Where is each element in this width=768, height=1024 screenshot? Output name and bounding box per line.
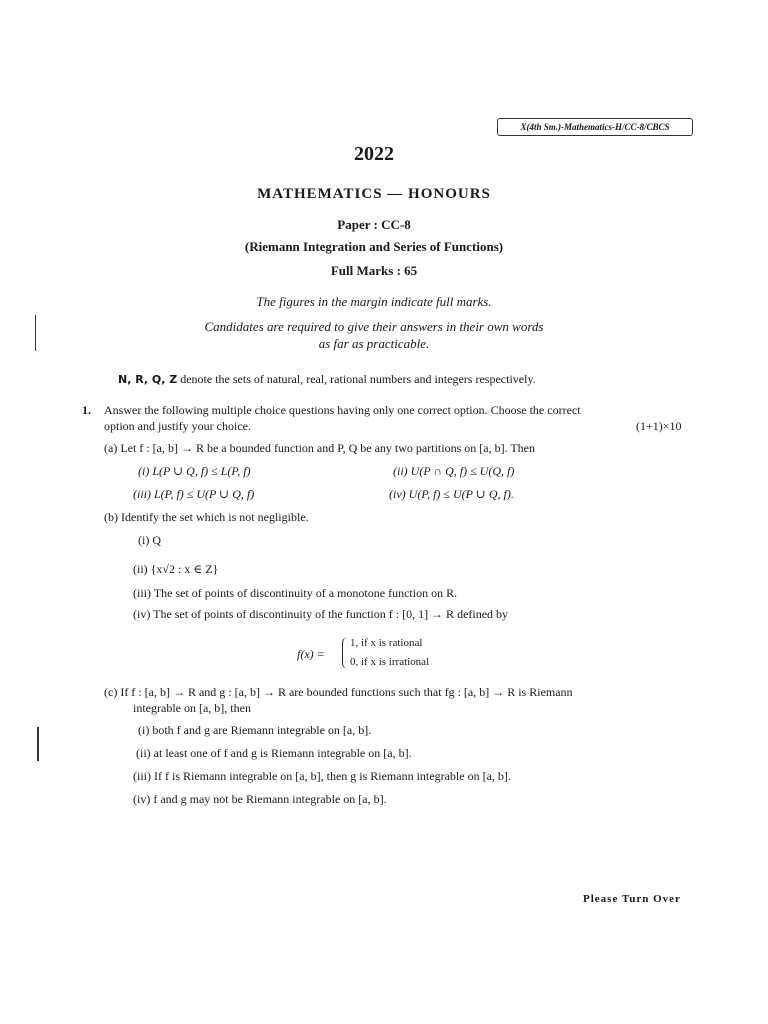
instruction-line: The figures in the margin indicate full marks. [256, 294, 492, 309]
full-marks: Full Marks : 65 [330, 263, 418, 278]
case-brace [342, 637, 348, 669]
question-text: Answer the following multiple choice questions having only one correct option. Choose the correct [104, 403, 581, 417]
option-b-iv: (iv) The set of points of discontinuity of the function f : [0, 1] → R defined by [133, 607, 509, 621]
option-c-ii: (ii) at least one of f and g is Riemann integrable on [a, b]. [136, 746, 412, 760]
option-a-ii: (ii) U(P ∩ Q, f) ≤ U(Q, f) [393, 464, 515, 478]
please-turn-over: Please Turn Over [583, 893, 681, 905]
case-irrational: 0, if x is irrational [350, 656, 430, 668]
subject-title: MATHEMATICS — HONOURS [257, 186, 491, 202]
instruction-line: as far as practicable. [318, 336, 430, 351]
paper-topic: (Riemann Integration and Series of Functions) [244, 239, 504, 254]
notation-line [118, 372, 536, 387]
instruction-line: Candidates are required to give their answers in their own words [204, 319, 544, 334]
question-number: 1. [82, 403, 91, 417]
function-lhs: f(x) = [297, 647, 325, 661]
option-b-iii: (iii) The set of points of discontinuity of a monotone function on R. [133, 586, 458, 600]
option-b-ii: (ii) {x√2 : x ∈ Z} [133, 562, 219, 576]
question-text: option and justify your choice. [104, 419, 251, 433]
paper-number: Paper : CC-8 [337, 217, 411, 232]
number-set-symbols: N, R, Q, Z [118, 373, 178, 386]
notation-text: denote the sets of natural, real, rational numbers and integers respectively. [177, 372, 536, 386]
option-b-i: (i) Q [138, 533, 161, 547]
subquestion-c-cont: integrable on [a, b], then [133, 701, 251, 715]
subquestion-b: (b) Identify the set which is not negligible. [104, 510, 309, 524]
option-a-i: (i) L(P ∪ Q, f) ≤ L(P, f) [138, 464, 251, 478]
option-c-iii: (iii) If f is Riemann integrable on [a, b], then g is Riemann integrable on [a, b]. [133, 769, 511, 783]
option-c-iv: (iv) f and g may not be Riemann integrable on [a, b]. [133, 792, 387, 806]
option-a-iv: (iv) U(P, f) ≤ U(P ∪ Q, f). [389, 487, 514, 501]
option-a-iii: (iii) L(P, f) ≤ U(P ∪ Q, f) [133, 487, 255, 501]
subquestion-c: (c) If f : [a, b] → R and g : [a, b] → R are bounded functions such that fg : [a, b] → R is Riemann [104, 685, 573, 699]
exam-year: 2022 [354, 143, 394, 165]
case-rational: 1, if x is rational [350, 637, 423, 649]
subquestion-a: (a) Let f : [a, b] → R be a bounded function and P, Q be any two partitions on [a, b]. Then [104, 441, 536, 455]
option-c-i: (i) both f and g are Riemann integrable on [a, b]. [138, 723, 372, 737]
question-marks: (1+1)×10 [636, 419, 682, 433]
paper-code: X(4th Sm.)-Mathematics-H/CC-8/CBCS [497, 118, 693, 136]
margin-mark [37, 727, 39, 761]
